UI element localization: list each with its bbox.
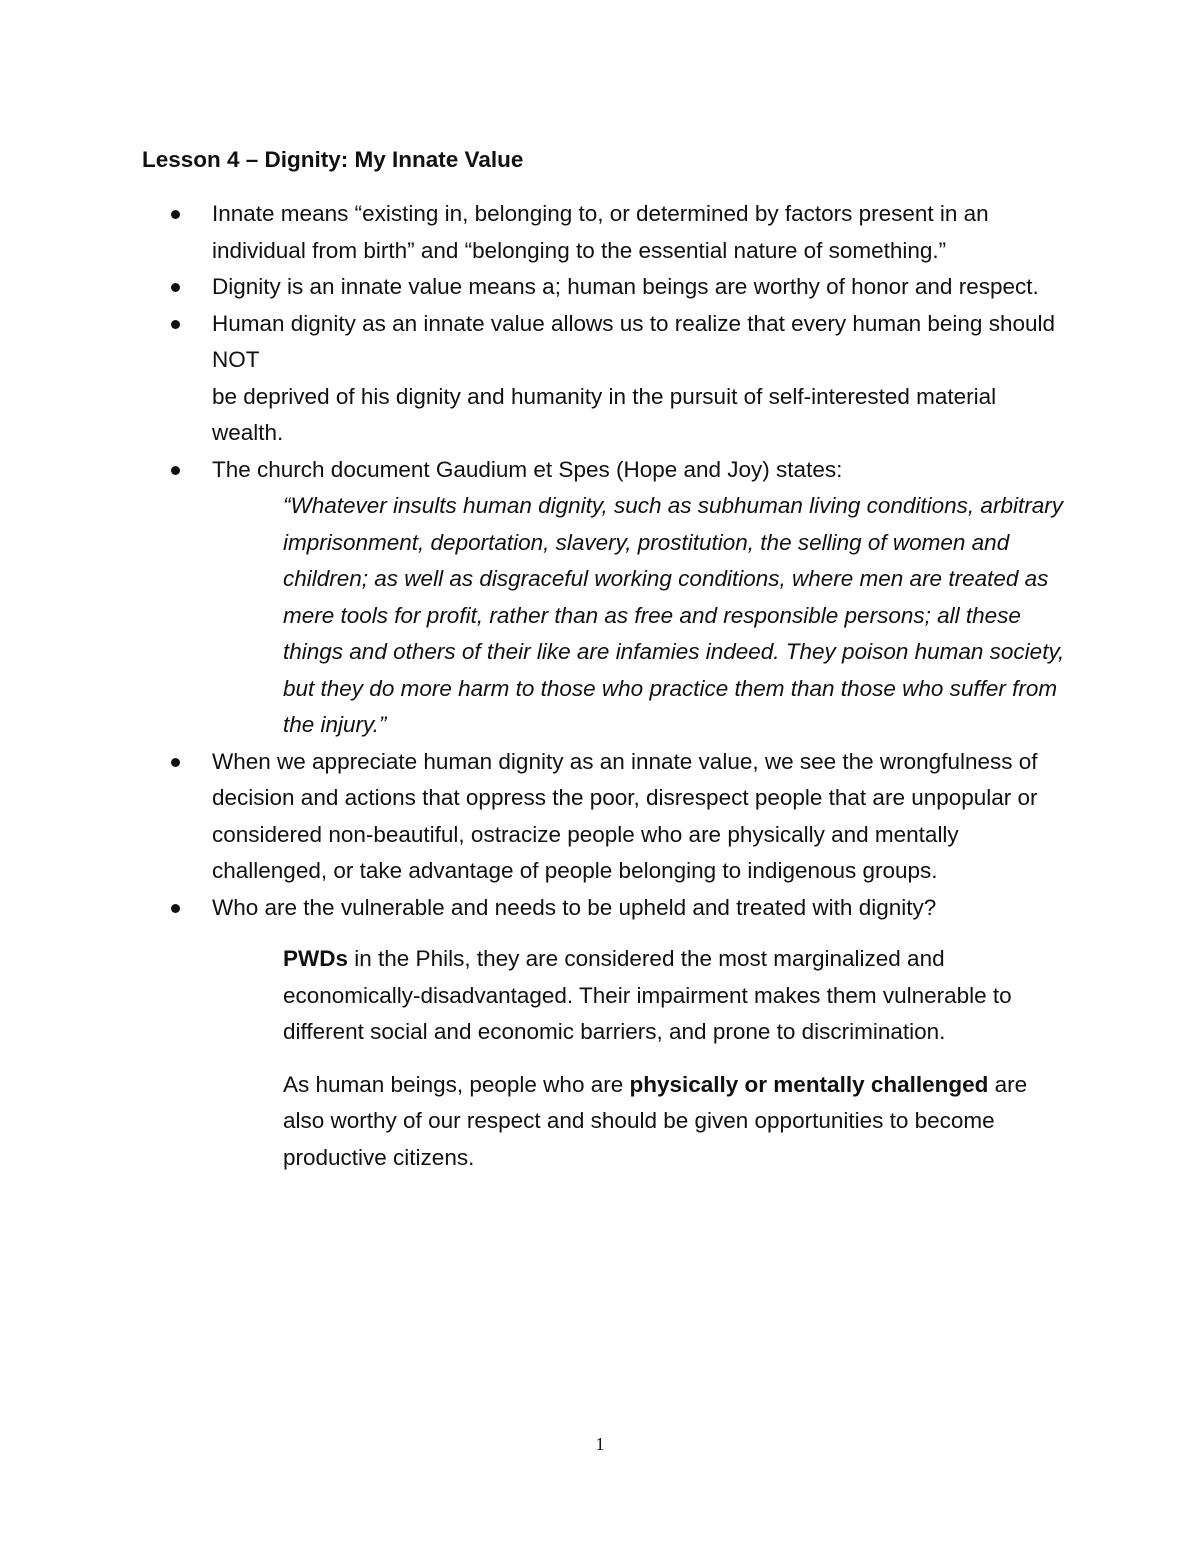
list-item: [212, 890, 1072, 1177]
list-item: [212, 452, 1072, 744]
challenged-paragraph-start: As human beings, people who are: [283, 1071, 630, 1097]
bullet-text-continuation: be deprived of his dignity and humanity in the pursuit of self-interested material wealth.: [212, 383, 997, 445]
gaudium-et-spes-quote: “Whatever insults human dignity, such as subhuman living conditions, arbitrary imprisonment, deportation, slavery, prostitution, the selling of women and children; as well as disgraceful working conditions, where men are treated as mere tools for profit, rather than as free and responsible persons; all these things and others of their like are infamies indeed. They poison human society, but they do more harm to those who practice them than those who suffer from the injury.”: [283, 493, 1065, 737]
bullet-icon: [171, 283, 180, 292]
list-item: [212, 744, 1072, 890]
list-item: [212, 306, 1072, 452]
bullet-text: The church document Gaudium et Spes (Hope and Joy) states:: [212, 456, 843, 482]
challenged-term: physically or mentally challenged: [629, 1071, 989, 1097]
pwd-paragraph: [283, 941, 1063, 1051]
bullet-icon: [171, 758, 180, 767]
bullet-text: Innate means “existing in, belonging to, or determined by factors present in an individual from birth” and “belonging to the essential nature of something.”: [212, 201, 989, 263]
bullet-list: [212, 196, 1072, 1176]
page-number: 1: [595, 1434, 605, 1454]
pwd-paragraph-text: in the Phils, they are considered the most marginalized and economically-disadvantaged. Their impairment makes them vulnerable to different social and economic barriers, and prone to discrimination.: [283, 946, 1012, 1044]
bullet-text: Who are the vulnerable and needs to be upheld and treated with dignity?: [212, 894, 937, 920]
lesson-title: Lesson 4 – Dignity: My Innate Value: [142, 147, 524, 172]
bullet-icon: [171, 466, 180, 475]
bullet-icon: [171, 210, 180, 219]
challenged-paragraph: [283, 1067, 1063, 1177]
bullet-text: When we appreciate human dignity as an innate value, we see the wrongfulness of decision and actions that oppress the poor, disrespect people that are unpopular or considered non-beautiful, ostracize people who are physically and mentally challenged, or take advantage of people belonging to indigenous groups.: [212, 748, 1038, 883]
challenged-paragraph-rest: are also worthy of our respect and should be given opportunities to become productive citizens.: [283, 1071, 1028, 1170]
list-item: [212, 269, 1072, 306]
bullet-icon: [171, 320, 180, 329]
list-item: [212, 196, 1072, 269]
bullet-icon: [171, 904, 180, 913]
bullet-text: Dignity is an innate value means a; human beings are worthy of honor and respect.: [212, 274, 1039, 299]
pwd-term: PWDs: [283, 946, 349, 971]
bullet-text: Human dignity as an innate value allows us to realize that every human being should NOT: [212, 310, 1056, 372]
